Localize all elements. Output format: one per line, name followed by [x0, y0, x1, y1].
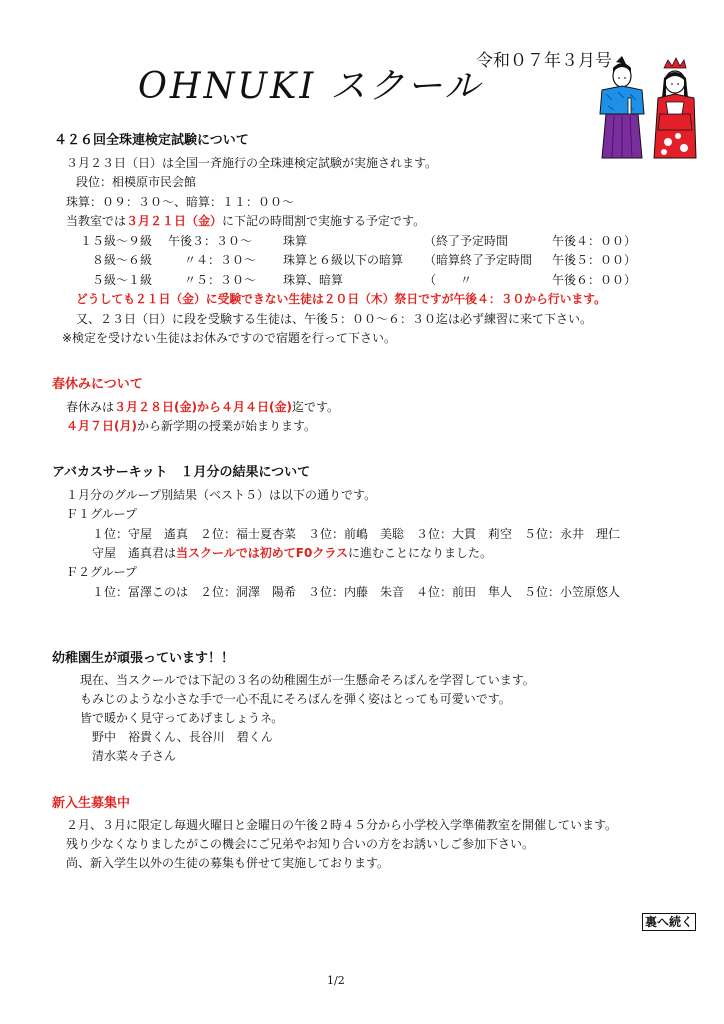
schedule-row-1-col5: 午後４：００）	[552, 234, 637, 248]
kinder-line-3: 皆で暖かく見守ってあげましょうネ。	[80, 711, 284, 725]
text: 守屋 遙真君は	[92, 546, 177, 560]
spring-break-dates	[66, 399, 339, 415]
kinder-line-2: もみじのような小さな手で一心不乱にそろばんを弾く姿はとっても可愛いです。	[80, 692, 511, 706]
kinder-names-2: 清水菜々子さん	[92, 749, 177, 763]
recruit-line-1: ２月、３月に限定し毎週火曜日と金曜日の午後２時４５分から小学校入学準備教室を開催しています。	[66, 818, 618, 832]
exam-practice-notice: 又、２３日（日）に段を受験する生徒は、午後５：００～６：３０迄は必ず練習に来て下さい。	[76, 312, 593, 326]
section-title-recruitment: 新入生募集中	[52, 796, 131, 811]
group-f2-results: １位：冨澤このは ２位：洞澤 陽希 ３位：内藤 朱音 ４位：前田 隼人 ５位：小笠原悠人	[92, 585, 621, 599]
text: に進むことになりました。	[347, 546, 492, 560]
group-f1-results: １位：守屋 遙真 ２位：福士夏杏菜 ３位：前嶋 美聡 ３位：大貫 莉空 ５位：永井 理仁	[92, 527, 621, 541]
f0-highlight: 当スクールでは初めてF0クラス	[176, 546, 348, 560]
new-term-date: ４月７日(月)	[66, 419, 137, 433]
group-f1-label: Ｆ１グループ	[66, 507, 138, 521]
schedule-row-2-col2: 〃４：３０～	[184, 253, 257, 267]
new-term-start	[66, 418, 316, 434]
exam-line-date: ３月２３日（日）は全国一斉施行の全珠連検定試験が実施されます。	[66, 156, 438, 170]
spring-break-range: ３月２８日(金)から４月４日(金)	[114, 400, 292, 414]
schedule-row-3-col2: 〃５：３０～	[184, 273, 257, 287]
schedule-row-2-col1: ８級～６級	[92, 253, 153, 267]
schedule-row-3-col1: ５級～１級	[92, 273, 153, 287]
schedule-row-1-col3: 珠算	[283, 234, 308, 248]
exam-date-highlight: ３月２１日（金）	[126, 214, 223, 228]
exam-line-venue: 段位：相模原市民会館	[76, 175, 197, 189]
section-title-exam: ４２６回全珠連検定試験について	[54, 133, 249, 148]
odairi-doll-icon	[600, 56, 644, 158]
school-logo: OHNUKI スクール	[138, 66, 483, 107]
schedule-row-1-col1: １５級～９級	[80, 234, 153, 248]
section-title-spring-break: 春休みについて	[52, 377, 143, 392]
text: 当教室では	[66, 214, 127, 228]
section-title-kindergarten: 幼稚園生が頑張っています！！	[52, 651, 235, 666]
schedule-row-1-col2: 午後３：３０～	[168, 234, 253, 248]
recruit-line-3: 尚、新入学生以外の生徒の募集も併せて実施しております。	[66, 856, 390, 870]
issue-date: 令和０７年３月号	[476, 51, 612, 71]
circuit-intro: １月分のグループ別結果（ベスト５）は以下の通りです。	[66, 488, 377, 502]
exam-line-time: 珠算：０９：３０～、暗算：１１：００～	[66, 195, 295, 209]
text: 春休みは	[66, 400, 115, 414]
schedule-row-2-col3: 珠算と６級以下の暗算	[283, 253, 404, 267]
group-f2-label: Ｆ２グループ	[66, 565, 138, 579]
schedule-row-3-col3: 珠算、暗算	[283, 273, 344, 287]
hina-doll-illustration	[598, 54, 698, 166]
recruit-line-2: 残り少なくなりましたがこの機会にご兄弟やお知り合いの方をお誘いしご参加下さい。	[66, 837, 535, 851]
exam-alternate-notice: どうしても２１日（金）に受験できない生徒は２０日（木）祭日ですが午後４：３０から行います。	[76, 292, 606, 306]
schedule-row-2-col4: （暗算終了予定時間	[424, 253, 533, 267]
kinder-line-1: 現在、当スクールでは下記の３名の幼稚園生が一生懸命そろばんを学習しています。	[80, 673, 535, 687]
schedule-row-3-col4: （ 〃	[424, 273, 473, 287]
page-number: 1/2	[327, 974, 345, 987]
text: 迄です。	[291, 400, 340, 414]
text: から新学期の授業が始まります。	[136, 419, 317, 433]
section-title-abacus-circuit: アバカスサーキット １月分の結果について	[52, 465, 311, 480]
schedule-row-1-col4: （終了予定時間	[424, 234, 509, 248]
schedule-row-3-col5: 午後６：００）	[552, 273, 637, 287]
schedule-row-2-col5: 午後５：００）	[552, 253, 637, 267]
exam-line-schedule-intro	[66, 213, 425, 229]
exam-homework-note: ※検定を受けない生徒はお休みですので宿題を行って下さい。	[62, 331, 397, 345]
text: に下記の時間割で実施する予定です。	[222, 214, 426, 228]
f0-promotion-note	[92, 545, 492, 561]
ohina-doll-icon	[654, 58, 696, 158]
kinder-names-1: 野中 裕貴くん、長谷川 碧くん	[92, 730, 273, 744]
continued-on-back-label: 裏へ続く	[642, 913, 696, 931]
